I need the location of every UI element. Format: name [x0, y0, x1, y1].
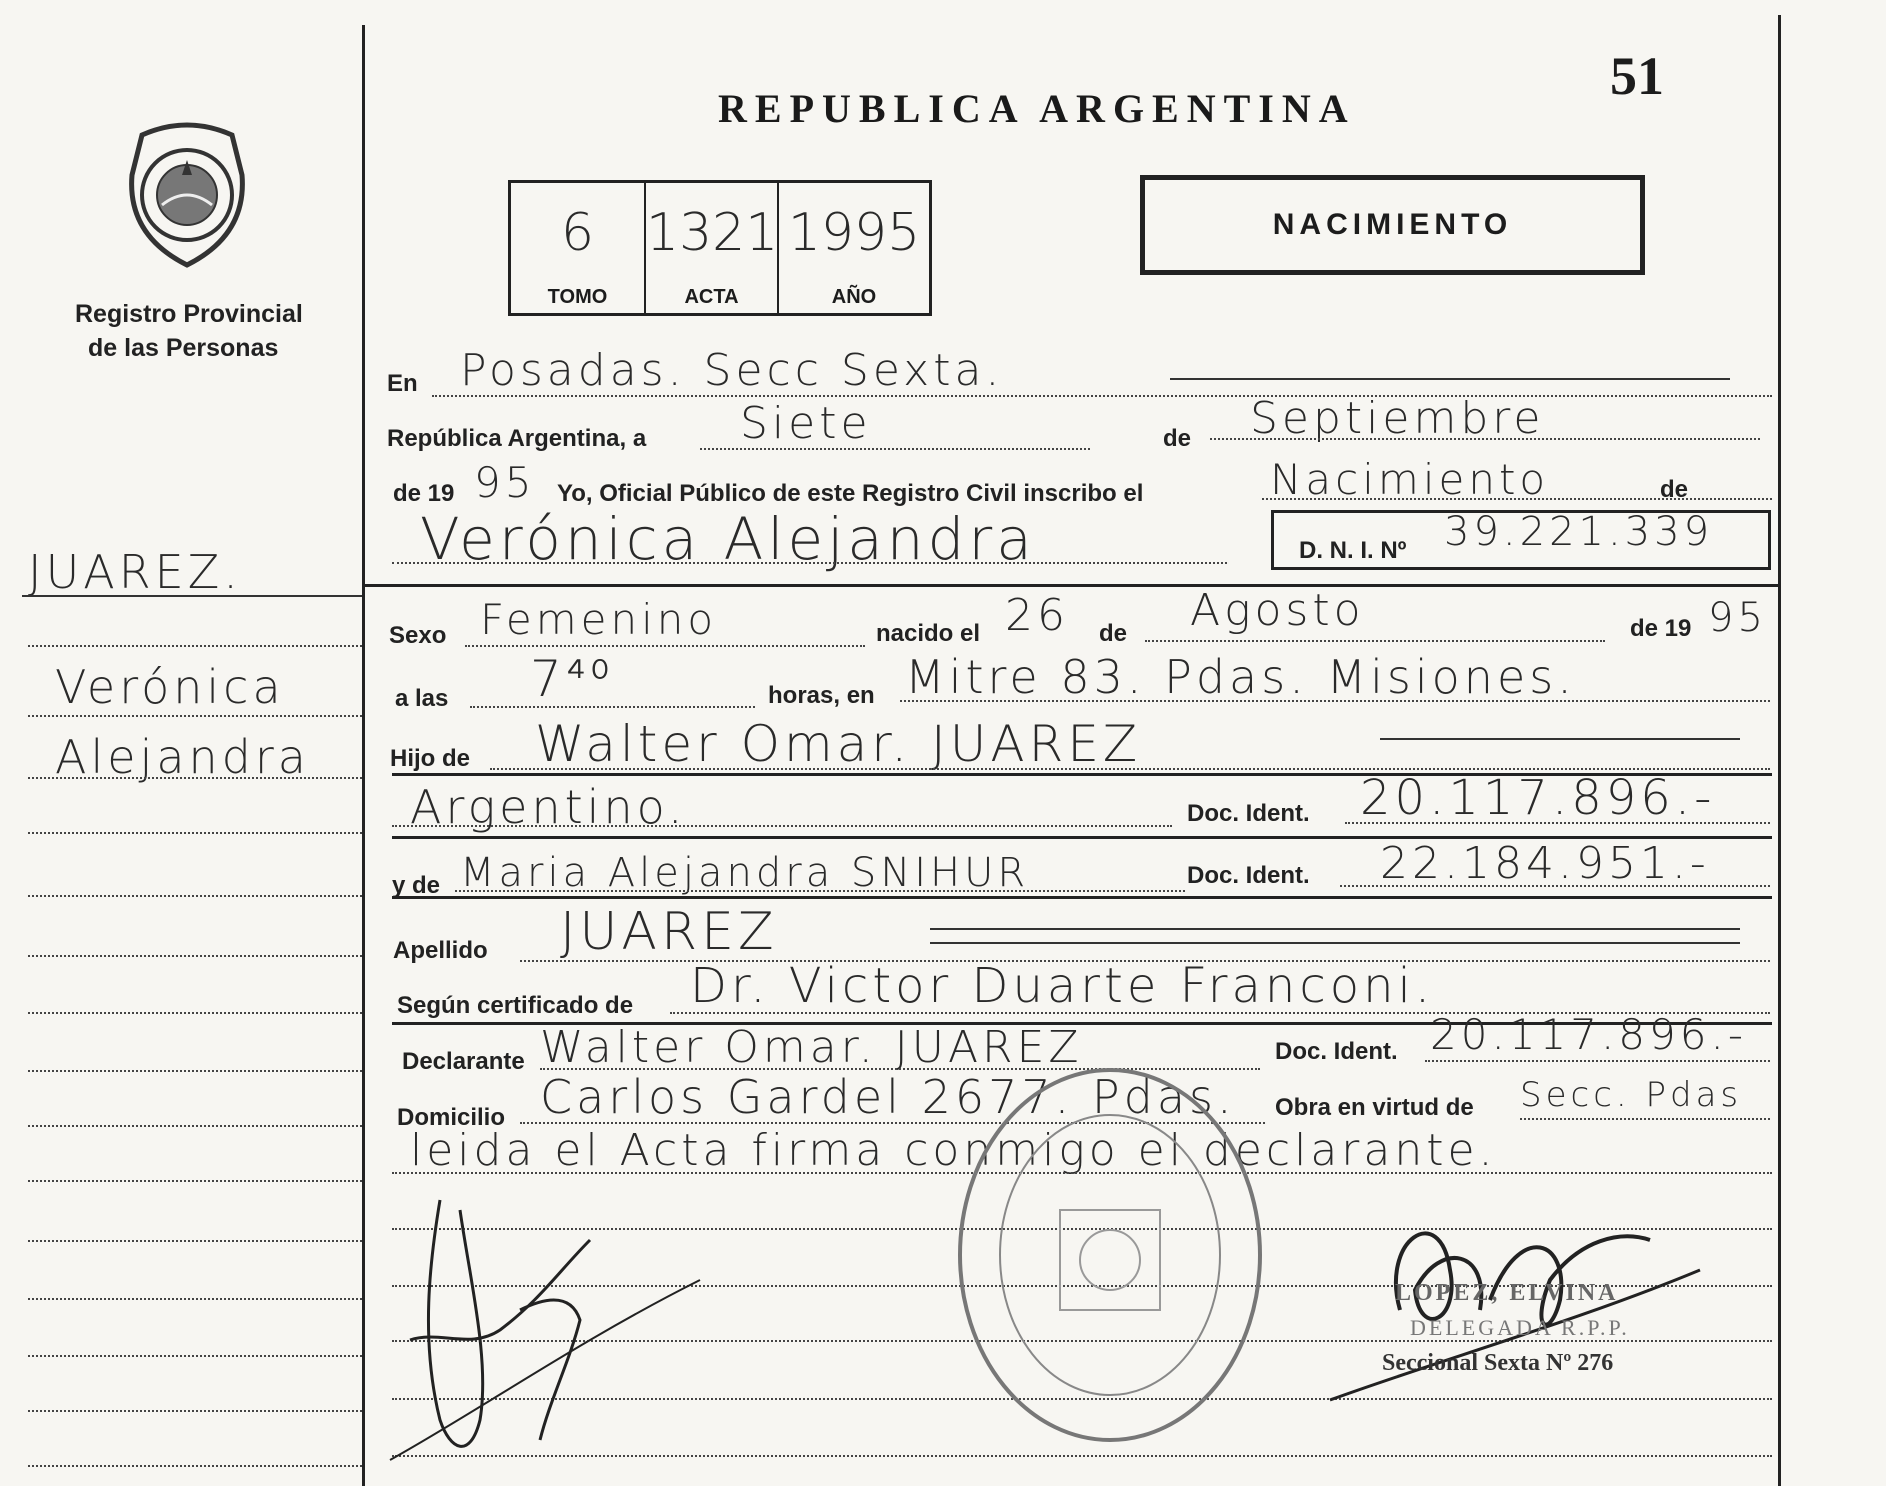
value-apellido: JUAREZ	[560, 902, 778, 962]
officer-name-stamp: LOPEZ, ELVINA	[1395, 1280, 1619, 1306]
section-line	[362, 584, 1778, 587]
field-line	[1380, 738, 1740, 740]
value-domicilio: Carlos Gardel 2677. Pdas.	[540, 1070, 1236, 1124]
margin-surname: JUAREZ.	[28, 545, 242, 599]
field-line	[470, 706, 755, 708]
label-horas: horas, en	[768, 682, 875, 709]
margin-divider	[362, 25, 365, 1486]
margin-line	[22, 595, 362, 597]
acta-cell	[646, 183, 779, 313]
ano-cell	[779, 183, 929, 313]
record-type-box	[1140, 175, 1645, 275]
margin-dotted-line	[28, 1410, 362, 1412]
margin-dotted-line	[28, 715, 362, 717]
ano-label: AÑO	[831, 286, 877, 308]
field-line	[1145, 640, 1605, 642]
registry-line1: Registro Provincial	[75, 300, 303, 328]
label-hijo: Hijo de	[390, 745, 471, 772]
right-border	[1778, 15, 1781, 1486]
label-de-2: de	[1660, 476, 1689, 503]
label-de: de	[1163, 425, 1192, 452]
value-acto: Nacimiento	[1270, 455, 1550, 504]
label-declarante: Declarante	[402, 1048, 525, 1075]
value-dia-nac: 26	[1005, 590, 1069, 641]
margin-dotted-line	[28, 1125, 362, 1127]
label-sexo: Sexo	[389, 622, 447, 649]
margin-dotted-line	[28, 955, 362, 957]
field-line	[392, 825, 1172, 827]
label-en: En	[387, 370, 418, 397]
label-dni: D. N. I. Nº	[1299, 537, 1407, 564]
margin-dotted-line	[28, 895, 362, 897]
value-padre-doc: 20.117.896.-	[1360, 770, 1716, 826]
field-line	[1345, 822, 1770, 824]
value-madre-doc: 22.184.951.-	[1380, 838, 1710, 889]
margin-dotted-line	[28, 832, 362, 834]
value-obra-first: Secc. Pdas	[1520, 1075, 1743, 1115]
tomo-cell	[511, 183, 646, 313]
label-de19b: de 19	[1630, 615, 1692, 642]
value-declarante-doc: 20.117.896.-	[1430, 1010, 1747, 1059]
value-anio-nac: 95	[1708, 595, 1767, 641]
field-line	[700, 448, 1090, 450]
record-type: NACIMIENTO	[1272, 208, 1513, 241]
value-nacionalidad: Argentino.	[410, 780, 687, 834]
declarant-signature	[380, 1180, 710, 1480]
field-line	[392, 896, 1772, 899]
label-doc2: Doc. Ident.	[1187, 862, 1310, 889]
officer-title-stamp: DELEGADA R.P.P.	[1410, 1315, 1630, 1340]
field-line	[1262, 498, 1772, 500]
field-line	[1170, 378, 1730, 380]
margin-dotted-line	[28, 1465, 362, 1467]
field-line	[455, 890, 1185, 892]
field-line	[1520, 1118, 1770, 1120]
margin-dotted-line	[28, 1240, 362, 1242]
field-line	[930, 942, 1740, 944]
label-doc1: Doc. Ident.	[1187, 800, 1310, 827]
page-number: 51	[1610, 46, 1664, 106]
value-certificado: Dr. Victor Duarte Franconi.	[690, 958, 1435, 1014]
field-line	[900, 700, 1770, 702]
margin-dotted-line	[28, 1070, 362, 1072]
label-nacido: nacido el	[876, 620, 981, 647]
label-y-de: y de	[392, 872, 441, 899]
field-line	[392, 562, 1227, 564]
country-title: REPUBLICA ARGENTINA	[718, 86, 1356, 131]
field-line	[1340, 885, 1770, 887]
value-declarante: Walter Omar. JUAREZ	[540, 1022, 1083, 1073]
value-hora: 7⁴⁰	[530, 650, 614, 708]
acta-label: ACTA	[684, 286, 739, 308]
margin-dotted-line	[28, 1180, 362, 1182]
label-de-mes: de	[1099, 620, 1128, 647]
label-apellido: Apellido	[393, 937, 488, 964]
margin-dotted-line	[28, 645, 362, 647]
registry-line2: de las Personas	[88, 334, 279, 362]
value-dni: 39.221.339	[1444, 509, 1714, 555]
label-doc3: Doc. Ident.	[1275, 1038, 1398, 1065]
label-a-las: a las	[395, 685, 449, 712]
value-lugar-nac: Mitre 83. Pdas. Misiones.	[905, 650, 1576, 704]
label-segun: Según certificado de	[397, 992, 634, 1019]
dni-box	[1271, 510, 1771, 570]
tomo-value: 6	[560, 203, 595, 263]
value-mes-nac: Agosto	[1190, 585, 1365, 636]
field-line	[930, 928, 1740, 930]
label-obra: Obra en virtud de	[1275, 1094, 1474, 1121]
province-seal	[112, 115, 262, 275]
value-madre: Maria Alejandra SNIHUR	[460, 850, 1030, 896]
officer-office-stamp: Seccional Sexta Nº 276	[1382, 1350, 1614, 1376]
field-line	[1210, 438, 1760, 440]
ano-value: 1995	[787, 203, 921, 263]
label-yo: Yo, Oficial Público de este Registro Civil inscribo el	[557, 480, 1144, 507]
margin-second-name: Alejandra	[55, 730, 310, 784]
acta-value: 1321	[646, 203, 779, 263]
field-line	[1425, 1060, 1770, 1062]
value-padre: Walter Omar. JUAREZ	[535, 715, 1142, 773]
margin-first-name: Verónica	[55, 660, 285, 714]
field-line	[465, 645, 865, 647]
value-mes: Septiembre	[1250, 393, 1545, 444]
label-republica: República Argentina, a	[387, 425, 647, 452]
margin-dotted-line	[28, 777, 362, 779]
value-dia: Siete	[740, 398, 872, 449]
field-line	[432, 395, 1772, 397]
value-nombre: Verónica Alejandra	[420, 505, 1036, 573]
value-anio: 95	[474, 458, 536, 507]
official-round-stamp	[950, 1060, 1270, 1450]
label-domicilio: Domicilio	[397, 1104, 506, 1131]
label-de19: de 19	[393, 480, 455, 507]
margin-dotted-line	[28, 1012, 362, 1014]
margin-dotted-line	[28, 1298, 362, 1300]
margin-dotted-line	[28, 1355, 362, 1357]
value-lugar: Posadas. Secc Sexta.	[460, 345, 1004, 396]
value-sexo: Femenino	[480, 595, 718, 644]
tomo-label: TOMO	[547, 286, 608, 308]
record-id-box	[508, 180, 932, 316]
value-obra-continuation: leida el Acta firma conmigo el declarante.	[410, 1125, 1497, 1176]
